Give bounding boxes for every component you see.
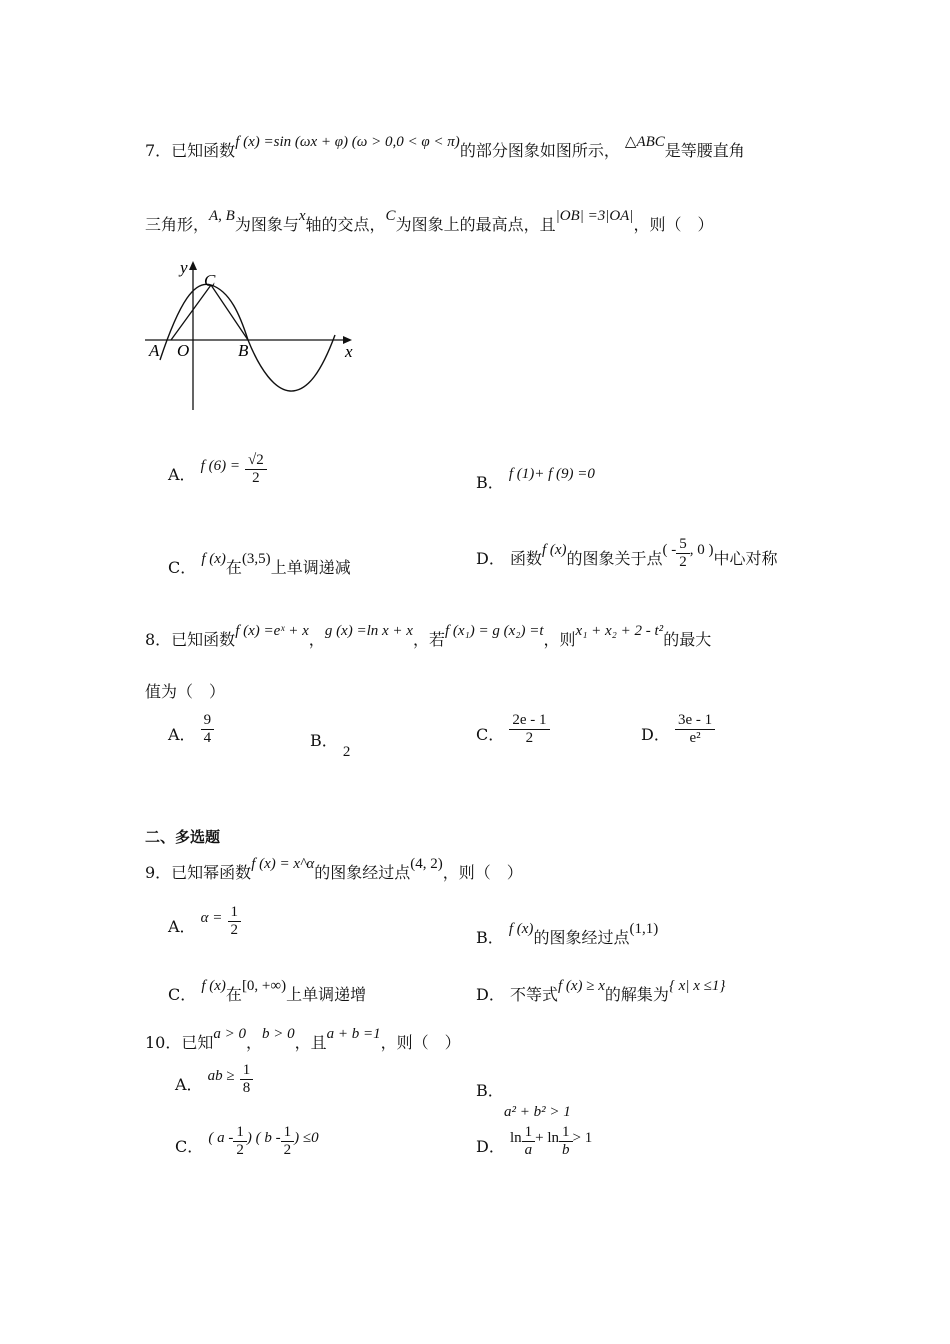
- q9-text3: ，则（ ）: [442, 863, 523, 882]
- option-point-open: ( -: [662, 542, 677, 558]
- q8-f: f (x) =eˣ + x: [235, 623, 309, 639]
- q7-text: 7．已知函数: [145, 141, 236, 160]
- option-point: (1,1): [629, 921, 659, 937]
- option-label: D．: [476, 549, 505, 568]
- graph-label-x: x: [345, 342, 353, 361]
- graph-label-b: B: [238, 341, 249, 360]
- q8-option-d[interactable]: [641, 712, 715, 753]
- option-interval: (3,5): [241, 551, 271, 567]
- q8-text4: 的最大: [663, 630, 712, 649]
- numerator: 1: [228, 904, 242, 922]
- denominator: 2: [679, 554, 687, 570]
- numerator: 1: [240, 1062, 254, 1080]
- graph-label-a: A: [149, 341, 160, 360]
- fraction: [233, 1124, 247, 1159]
- option-text2: 上单调递增: [286, 985, 367, 1004]
- q9-line1: [145, 856, 825, 883]
- option-text2: 上单调递减: [270, 558, 351, 577]
- triangle-cb: [211, 285, 248, 340]
- numerator: 1: [522, 1124, 536, 1142]
- option-expr: f (1)+ f (9) =0: [508, 466, 595, 482]
- q9-text2: 的图象经过点: [314, 863, 411, 882]
- q10-option-b[interactable]: [476, 1078, 571, 1121]
- q9-option-d[interactable]: [476, 978, 726, 1005]
- q10-option-d[interactable]: [476, 1124, 593, 1165]
- q8-text5: 值为（ ）: [145, 682, 226, 701]
- q9-option-b[interactable]: [476, 921, 659, 948]
- option-label: A．: [168, 917, 196, 936]
- q7-text3: 是等腰直角: [664, 141, 745, 160]
- option-expr3: > 1: [572, 1130, 593, 1146]
- q10-sep: ，: [246, 1033, 263, 1052]
- numerator: 3e - 1: [675, 712, 715, 730]
- option-text2: 的解集为: [604, 985, 669, 1004]
- q7-option-b[interactable]: [476, 466, 595, 493]
- q10-text2: ，且: [294, 1033, 327, 1052]
- denominator: 4: [203, 730, 212, 746]
- denominator: 2: [230, 922, 238, 938]
- q10-option-c[interactable]: [175, 1124, 319, 1165]
- q9-text: 9．已知幂函数: [145, 863, 252, 882]
- q9-point: (4, 2): [410, 856, 443, 872]
- q8-g: g (x) =ln x + x: [324, 623, 413, 639]
- option-set: { x| x ≤1}: [668, 978, 726, 994]
- q8-line2: [145, 679, 825, 702]
- option-expr: ( a -: [208, 1130, 234, 1146]
- option-interval: [0, +∞): [241, 978, 287, 994]
- fraction: [675, 712, 715, 747]
- option-expr: ln: [509, 1130, 522, 1146]
- fraction: [228, 904, 242, 939]
- y-axis-arrow: [189, 261, 197, 270]
- q10-cond1: a > 0: [213, 1026, 246, 1042]
- numerator: √2: [245, 452, 267, 470]
- q7-text8: ，则（ ）: [633, 215, 714, 234]
- denominator: e²: [689, 730, 701, 746]
- q8-text: 8．已知函数: [145, 630, 236, 649]
- fraction: [201, 712, 215, 747]
- fraction: [240, 1062, 254, 1097]
- option-expr: f (x): [508, 921, 534, 937]
- option-label: A．: [168, 465, 196, 484]
- q7-graph: [140, 255, 370, 420]
- q7-text7: 为图象上的最高点，且: [395, 215, 556, 234]
- q8-option-a[interactable]: [168, 712, 214, 753]
- option-expr: a² + b² > 1: [504, 1104, 571, 1120]
- q9-option-c[interactable]: [168, 978, 367, 1005]
- option-expr: ab ≥: [207, 1068, 235, 1084]
- q7-condition: |OB| =3|OA|: [555, 208, 634, 224]
- fraction: [245, 452, 267, 487]
- q10-option-a[interactable]: [175, 1062, 253, 1103]
- numerator: 9: [201, 712, 215, 730]
- numerator: 5: [676, 536, 690, 554]
- q8-text3: ，则: [543, 630, 576, 649]
- option-label: C．: [175, 1137, 204, 1156]
- q8-option-b[interactable]: [310, 728, 351, 760]
- option-expr: f (x): [201, 978, 226, 994]
- option-label: B．: [476, 1081, 504, 1100]
- q10-text: 10．已知: [145, 1033, 214, 1052]
- fraction: [281, 1124, 295, 1159]
- option-label: B．: [310, 731, 338, 750]
- option-value: 2: [342, 744, 351, 760]
- option-expr3: ) ≤0: [294, 1130, 319, 1146]
- option-text: 的图象经过点: [533, 928, 630, 947]
- q7-text4: 三角形，: [145, 215, 210, 234]
- section-title: 二、多选题: [145, 828, 221, 846]
- fraction: [559, 1124, 573, 1159]
- numerator: 1: [233, 1124, 247, 1142]
- option-expr2: + ln: [535, 1130, 559, 1146]
- option-point-close: , 0 ): [689, 542, 714, 558]
- option-expr: f (6) =: [200, 458, 240, 474]
- q8-sep: ，: [308, 630, 325, 649]
- q7-option-d[interactable]: [476, 536, 778, 577]
- option-expr: f (x) ≥ x: [557, 978, 605, 994]
- option-label: A．: [168, 725, 196, 744]
- q10-text3: ，则（ ）: [380, 1033, 461, 1052]
- option-expr: f (x): [201, 551, 226, 567]
- option-label: C．: [168, 985, 197, 1004]
- q10-cond2: b > 0: [262, 1026, 295, 1042]
- graph-label-y: y: [180, 258, 188, 277]
- q10-cond3: a + b =1: [326, 1026, 381, 1042]
- denominator: 2: [252, 470, 260, 486]
- fraction: [509, 712, 549, 747]
- q7-text6: 轴的交点，: [305, 215, 386, 234]
- denominator: 8: [242, 1080, 251, 1096]
- sine-curve: [160, 284, 335, 391]
- q8-text2: ，若: [412, 630, 445, 649]
- option-label: C．: [476, 725, 505, 744]
- q10-line1: [145, 1026, 825, 1053]
- numerator: 1: [281, 1124, 295, 1142]
- option-text: 在: [225, 985, 242, 1004]
- option-expr2: ) ( b -: [246, 1130, 281, 1146]
- denominator: 2: [283, 1142, 292, 1158]
- q7-c: C: [385, 208, 396, 224]
- q7-option-a[interactable]: [168, 452, 267, 493]
- option-text: 在: [225, 558, 242, 577]
- q7-text2: 的部分图象如图所示，: [459, 141, 620, 160]
- fraction: [676, 536, 690, 571]
- q9-option-a[interactable]: [168, 904, 241, 945]
- option-text3: 中心对称: [713, 549, 778, 568]
- q7-option-c[interactable]: [168, 551, 351, 578]
- graph-label-o: O: [177, 341, 190, 360]
- numerator: 1: [559, 1124, 573, 1142]
- q9-f: f (x) = x^α: [251, 856, 315, 872]
- option-label: D．: [476, 1137, 505, 1156]
- option-label: D．: [476, 985, 505, 1004]
- option-text: 函数: [509, 549, 542, 568]
- q7-line1: [145, 134, 825, 161]
- option-label: D．: [641, 725, 670, 744]
- q8-eq: f (x₁) = g (x₂) =t: [444, 623, 544, 639]
- option-expr: f (x): [541, 542, 567, 558]
- denominator: a: [524, 1142, 533, 1158]
- numerator: 2e - 1: [509, 712, 549, 730]
- denominator: 2: [236, 1142, 244, 1158]
- option-label: B．: [476, 473, 504, 492]
- option-label: B．: [476, 928, 504, 947]
- option-label: C．: [168, 558, 197, 577]
- q7-x: x: [298, 208, 306, 224]
- option-label: A．: [175, 1075, 203, 1094]
- q7-ab: A, B: [209, 208, 235, 224]
- option-text2: 的图象关于点: [566, 549, 663, 568]
- fraction: [522, 1124, 536, 1159]
- option-expr: α =: [200, 910, 223, 926]
- q8-expr: x₁ + x₂ + 2 - t²: [575, 623, 664, 639]
- denominator: 2: [525, 730, 534, 746]
- denominator: b: [562, 1142, 570, 1158]
- q8-line1: [145, 623, 825, 650]
- q7-text5: 为图象与: [234, 215, 299, 234]
- graph-label-c: C: [204, 271, 216, 290]
- q7-line2: [145, 208, 825, 235]
- q7-triangle: △ABC: [624, 134, 665, 150]
- q7-function: f (x) =sin (ωx + φ) (ω > 0,0 < φ < π): [235, 134, 460, 150]
- q8-option-c[interactable]: [476, 712, 550, 753]
- option-text: 不等式: [509, 985, 558, 1004]
